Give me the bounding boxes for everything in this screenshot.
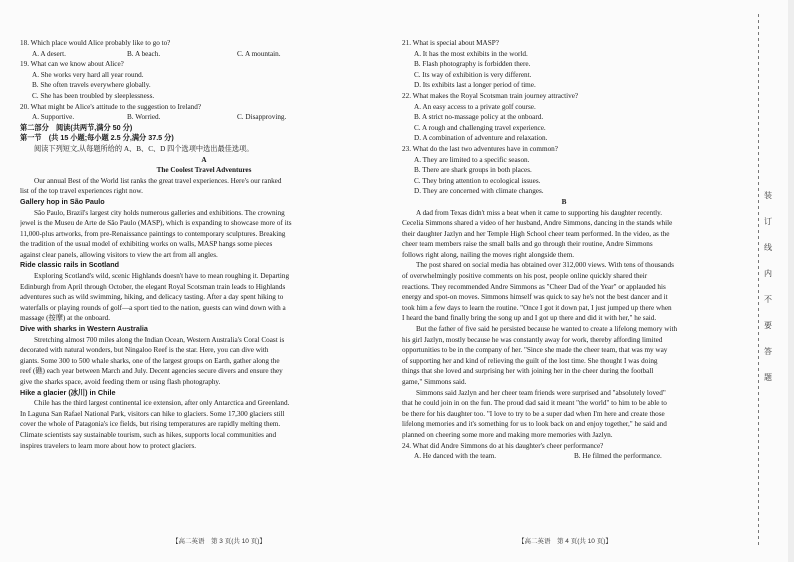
option: C. They bring attention to ecological issues.	[414, 176, 541, 185]
margin-char: 不	[764, 295, 772, 304]
paragraph-line: Stretching almost 700 miles along the Indian Ocean, Western Australia's Coral Coast is	[34, 335, 285, 344]
paragraph-line: massage (按摩) at the onboard.	[20, 314, 111, 323]
option: A. It has the most exhibits in the world.	[414, 49, 528, 58]
option-row	[20, 112, 388, 123]
footer-right: 【高二英语 第 4 页(共 10 页)】	[518, 538, 612, 545]
passage-title: B	[561, 197, 567, 206]
paragraph-line: Our annual Best of the World list ranks the great travel experiences. Here's our ranked	[34, 176, 282, 185]
question: 22. What makes the Royal Scotsman train journey attractive?	[402, 91, 579, 100]
question: 19. What can we know about Alice?	[20, 60, 124, 69]
paragraph-line: energy and spot-on moves. Simmons himself was quick to say he's not the best dancer and it	[402, 293, 668, 302]
question: 21. What is special about MASP?	[402, 39, 499, 47]
section-heading: Hike a glacier (冰川) in Chile	[20, 387, 116, 397]
paragraph-line: their daughter Jazlyn and her Temple High School cheer team performed. In the video, as the	[402, 229, 670, 238]
paragraph-line: took him a few days to learn the routine. "Once I got it down pat, I just jumped up there when	[402, 303, 672, 312]
section-heading: Gallery hop in São Paulo	[20, 196, 105, 206]
option: B. He filmed the performance.	[574, 452, 662, 461]
paragraph-line: giants. Some 300 to 500 whale sharks, one of the largest groups on Earth, gather along the	[20, 356, 280, 365]
paragraph-line: waterfalls or playing rounds of golf—a sport tied to the nation, guests can wind down with a	[20, 303, 286, 312]
paragraph-line: against clear panels, allowing visitors to view the art from all angles.	[20, 250, 218, 259]
paragraph-line: follows right along, nailing the moves right alongside them.	[402, 250, 575, 259]
margin-char: 装	[764, 191, 772, 200]
paragraph-line: planned on cheering some more and making more memories with Jazlyn.	[402, 430, 613, 439]
option: A. An easy access to a private golf course.	[414, 102, 536, 111]
paragraph-line: of overwhelmingly positive comments on his post, people online quickly shared their	[402, 272, 648, 281]
option: B. Worried.	[127, 113, 161, 122]
option-row	[402, 451, 726, 462]
right-column	[402, 38, 726, 462]
binding-margin	[736, 0, 794, 562]
paragraph-line: 11,000-plus artworks, from pre-Renaissance paintings to contemporary sculptures. Breaking	[20, 229, 286, 238]
option: C. A mountain.	[237, 49, 281, 58]
paragraph-line: inspires travelers to learn more about how to protect glaciers.	[20, 441, 197, 450]
option: A. A desert.	[32, 49, 66, 58]
margin-char: 线	[764, 243, 772, 252]
option-row	[20, 49, 388, 60]
paragraph-line: Exploring Scotland's wild, scenic Highlands doesn't have to mean roughing it. Departing	[34, 272, 290, 281]
option: B. Flash photography is forbidden there.	[414, 60, 531, 69]
paragraph-line: give the sharks space, avoid feeding them or using flash photography.	[20, 378, 221, 386]
paragraph-line: be there for his daughter too. "I love to try to be a super dad when I'm here and create those	[402, 409, 665, 418]
paragraph-line: Simmons said Jazlyn and her cheer team friends were surprised and "absolutely loved"	[416, 388, 666, 397]
option: B. A strict no-massage policy at the onboard.	[414, 113, 544, 122]
paragraph-line: game," Simmons said.	[402, 378, 467, 386]
paragraph-line: that he could join in on the fun. The proud dad said it meant "the world" to him to be able to	[402, 399, 667, 408]
option: C. She has been troubled by sleeplessness.	[32, 91, 155, 100]
paragraph-line: The post shared on social media has obtained over 312,000 views. With tens of thousands	[416, 261, 674, 270]
option: A. He danced with the team.	[414, 452, 497, 461]
paragraph-line: his girl Jazlyn, mostly because he was constantly away for work, thereby affording limited	[402, 335, 663, 344]
option: B. There are shark groups in both places.	[414, 166, 532, 175]
margin-char: 内	[764, 269, 772, 278]
paragraph-line: cover the whole of Patagonia's ice fields, but rising temperatures are rapidly melting them.	[20, 420, 281, 429]
question: 20. What might be Alice's attitude to the suggestion to Ireland?	[20, 102, 202, 111]
paragraph-line: In Laguna San Rafael National Park, visitors can hike to glaciers. Some 17,300 glaciers still	[20, 409, 285, 418]
paragraph-line: Climate scientists say sustainable tourism, such as hikes, supports local communities and	[20, 430, 277, 439]
section-heading: 第二部分 阅读(共两节,满分 50 分)	[20, 122, 133, 132]
section-heading: 第一节 (共 15 小题;每小题 2.5 分,满分 37.5 分)	[20, 133, 174, 143]
question: 18. Which place would Alice probably like to go to?	[20, 39, 171, 47]
section-heading: Dive with sharks in Western Australia	[20, 324, 148, 334]
option: C. A rough and challenging travel experience.	[414, 123, 546, 132]
binding-line	[758, 14, 759, 548]
page-edge	[788, 0, 794, 562]
option: A. They are limited to a specific season.	[414, 155, 530, 164]
paragraph-line: opportunities to be in the company of her. "Since she made the cheer team, that was my way	[402, 346, 668, 355]
paragraph-line: I heard the band finally bring the song up and I got up there and did it with her," he said.	[402, 314, 657, 323]
paragraph-line: reactions. They recommended Andre Simmons as "Cheer Dad of the Year" or applauded his	[402, 282, 666, 291]
passage-title: A	[201, 155, 207, 164]
paragraph-line: adventures such as wild swimming, hiking, and delicacy tasting. After a day spent hiking to	[20, 293, 284, 302]
question: 23. What do the last two adventures have in common?	[402, 144, 558, 153]
paragraph-line: Edinburgh from April through October, the elegant Royal Scotsman train leads to Highlands	[20, 282, 286, 291]
margin-char: 答	[764, 347, 772, 356]
paragraph-line: things that she loved and surprising her with joining her in the cheer during the football	[402, 367, 654, 376]
option: B. A beach.	[127, 49, 161, 58]
paragraph-line: reef (礁) each year between March and July. Decent agencies secure divers and ensure they	[20, 367, 283, 376]
paragraph-line: But the father of five said he persisted because he wanted to create a lifelong memory with	[416, 325, 678, 334]
margin-char: 要	[764, 321, 772, 330]
option: D. A combination of adventure and relaxation.	[414, 134, 548, 143]
paragraph-line: Cecelia Simmons shared a video of her husband, Andre Simmons, dancing in the stands while	[402, 219, 673, 228]
paragraph-line: the tradition of the usual model of exhibiting works on walls, MASP hangs some pieces	[20, 240, 273, 249]
paragraph-line: lifelong memories and it's something for us to look back on and enjoy together," he said and	[402, 420, 667, 429]
option: A. Supportive.	[32, 113, 75, 122]
paragraph-line: A dad from Texas didn't miss a beat when it came to supporting his daughter recently.	[416, 208, 663, 217]
section-heading: Ride classic rails in Scotland	[20, 260, 120, 270]
margin-char: 订	[764, 217, 772, 226]
question: 24. What did Andre Simmons do at his daughter's cheer performance?	[402, 441, 604, 450]
paragraph-line: Chile has the third largest continental ice extension, after only Antarctica and Greenland.	[34, 399, 290, 408]
option: D. They are concerned with climate changes.	[414, 187, 544, 196]
option: A. She works very hard all year round.	[32, 70, 144, 79]
paragraph-line: of supporting her and kind of relieving the guilt of the lost time. She thought I was doing	[402, 356, 658, 365]
footer-left: 【高二英语 第 3 页(共 10 页)】	[172, 538, 266, 545]
option: D. Its exhibits last a longer period of time.	[414, 81, 536, 90]
paragraph-line: jewel is the Museu de Arte de São Paulo (MASP), which is expanding to showcase more of its	[20, 219, 292, 228]
margin-char: 题	[764, 373, 772, 382]
option: C. Its way of exhibition is very different.	[414, 70, 532, 79]
option: C. Disapproving.	[237, 113, 287, 122]
paragraph-line: São Paulo, Brazil's largest city holds numerous galleries and exhibitions. The crowning	[34, 208, 285, 217]
left-column	[20, 38, 388, 451]
paragraph-line: decorated with natural wonders, but Ningaloo Reef is the star. Here, you can dive with	[20, 346, 269, 355]
paragraph-line: list of the top travel experiences right now.	[20, 187, 143, 196]
option: B. She often travels everywhere globally.	[32, 81, 151, 90]
paragraph-line: 阅读下列短文,从每题所给的 A、B、C、D 四个选项中选出最佳选项。	[34, 144, 254, 153]
passage-title: The Coolest Travel Adventures	[156, 166, 252, 175]
paragraph-line: cheer team members raise the small balls and go through their routine, Andre Simmons	[402, 240, 653, 249]
